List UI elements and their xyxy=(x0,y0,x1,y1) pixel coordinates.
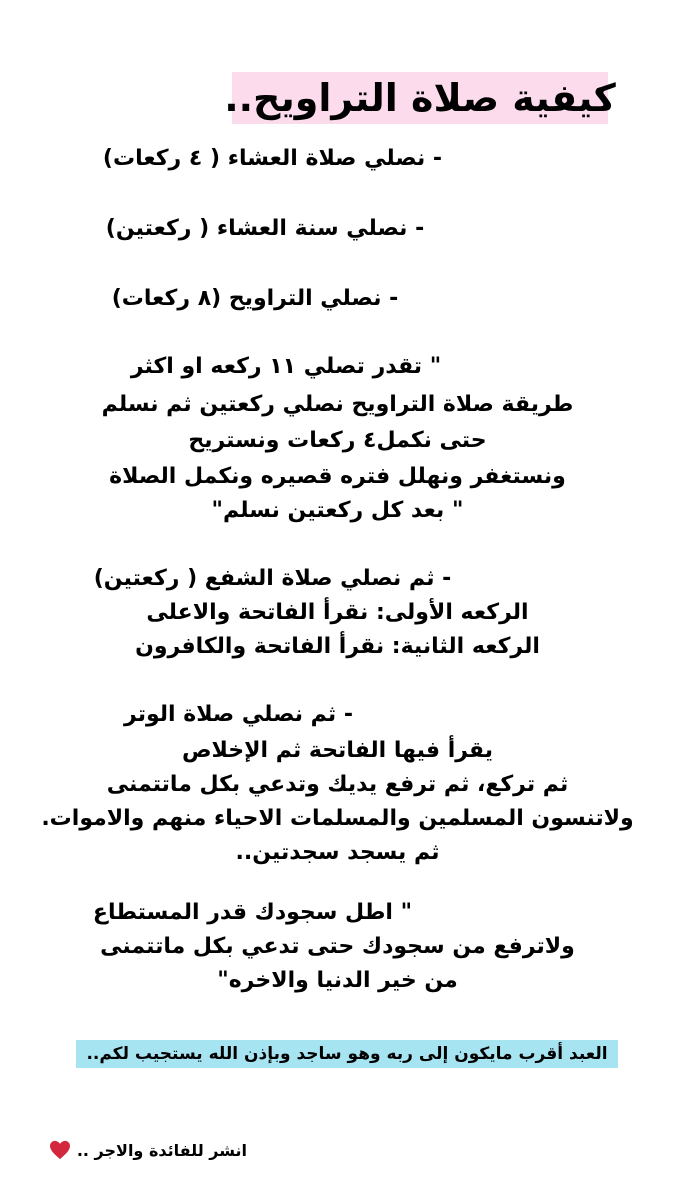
note-line: " بعد كل ركعتين نسلم" xyxy=(211,498,464,523)
shafa-line: - ثم نصلي صلاة الشفع ( ركعتين) xyxy=(93,566,452,591)
note-line: طريقة صلاة التراويح نصلي ركعتين ثم نسلم xyxy=(101,392,574,417)
witr-line: ولاتنسون المسلمين والمسلمات الاحياء منهم والاموات. xyxy=(41,806,634,831)
note-line: حتى نكمل٤ ركعات ونستريح xyxy=(188,428,487,453)
hadith-highlight xyxy=(76,1040,618,1068)
sujood-line: من خير الدنيا والاخره" xyxy=(217,968,458,993)
heart-icon xyxy=(49,1140,71,1160)
title-highlight xyxy=(224,72,616,124)
witr-line: ثم يسجد سجدتين.. xyxy=(235,840,440,865)
footer-text: انشر للفائدة والاجر .. xyxy=(76,1140,247,1160)
shafa-line: الركعه الثانية: نقرأ الفاتحة والكافرون xyxy=(135,634,540,659)
sujood-line: ولاترفع من سجودك حتى تدعي بكل ماتتمنى xyxy=(100,934,575,959)
step-taraweeh: - نصلي التراويح (٨ ركعات) xyxy=(111,286,399,311)
hadith-text: العبد أقرب مايكون إلى ربه وهو ساجد وبإذن الله يستجيب لكم.. xyxy=(86,1044,608,1064)
witr-line: ثم تركع، ثم ترفع يديك وتدعي بكل ماتتمنى xyxy=(106,772,569,797)
sujood-line: " اطل سجودك قدر المستطاع xyxy=(92,900,413,925)
shafa-line: الركعه الأولى: نقرأ الفاتحة والاعلى xyxy=(146,600,529,625)
witr-line: يقرأ فيها الفاتحة ثم الإخلاص xyxy=(181,738,494,763)
step-sunnah: - نصلي سنة العشاء ( ركعتين) xyxy=(105,216,425,241)
step-isha: - نصلي صلاة العشاء ( ٤ ركعات) xyxy=(102,146,443,171)
footer xyxy=(49,1140,247,1160)
note-line: " تقدر تصلي ١١ ركعه او اكثر xyxy=(130,354,442,379)
note-line: ونستغفر ونهلل فتره قصيره ونكمل الصلاة xyxy=(109,464,566,489)
witr-line: - ثم نصلي صلاة الوتر xyxy=(124,702,353,727)
page-title: كيفية صلاة التراويح.. xyxy=(224,76,616,120)
